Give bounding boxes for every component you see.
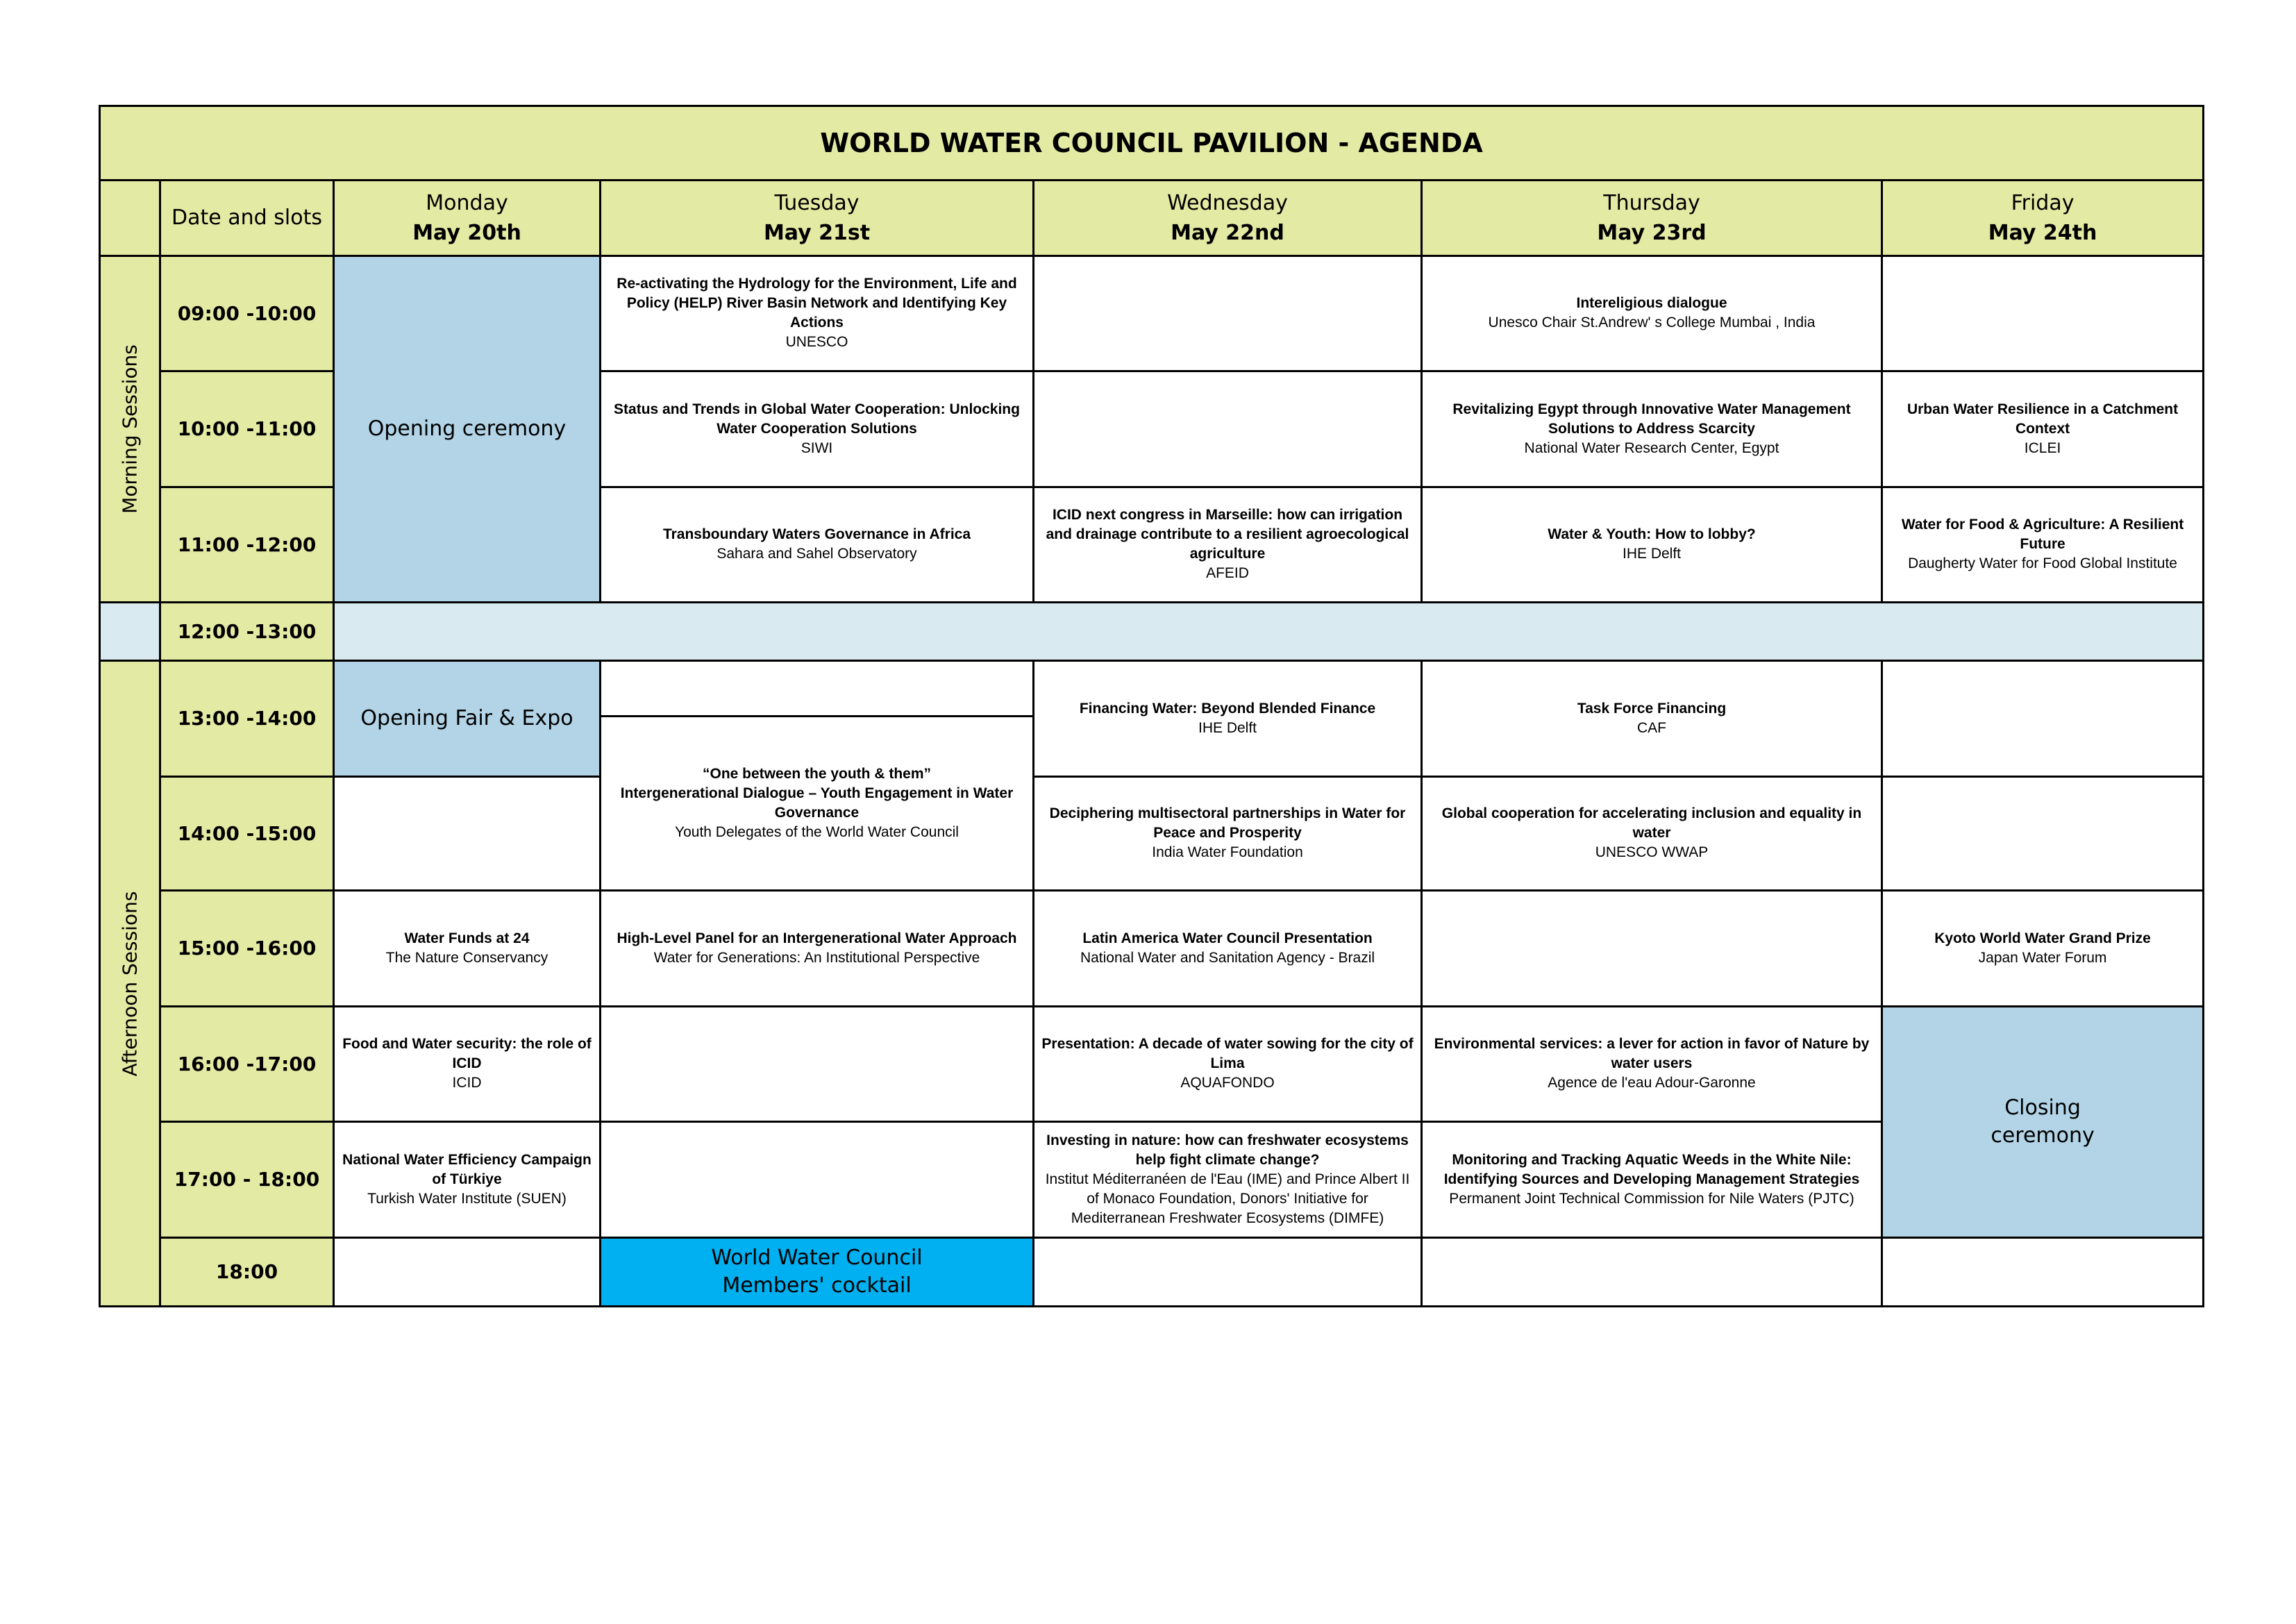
empty-cell [1882, 256, 2204, 371]
empty-cell [334, 1237, 601, 1306]
empty-cell [1882, 1237, 2204, 1306]
empty-cell [601, 1006, 1034, 1121]
session-thu-1600: Environmental services: a lever for action in favor of Nature by water users Agence de l'eau Adour-Garonne [1422, 1006, 1882, 1121]
empty-cell [601, 661, 1034, 717]
empty-cell [334, 776, 601, 890]
session-tue-0900: Re-activating the Hydrology for the Environment, Life and Policy (HELP) River Basin Network and Identifying Key Actions UNESCO [601, 256, 1034, 371]
agenda-table [99, 105, 2204, 1307]
session-wed-1600: Presentation: A decade of water sowing for the city of Lima AQUAFONDO [1034, 1006, 1422, 1121]
session-fri-1500: Kyoto World Water Grand Prize Japan Water Forum [1882, 891, 2204, 1006]
session-wed-1500: Latin America Water Council Presentation National Water and Sanitation Agency - Brazil [1034, 891, 1422, 1006]
session-tue-1100: Transboundary Waters Governance in Africa Sahara and Sahel Observatory [601, 487, 1034, 602]
session-thu-0900: Intereligious dialogue Unesco Chair St.Andrew' s College Mumbai , India [1422, 256, 1882, 371]
slot-0900: 09:00 -10:00 [160, 256, 334, 371]
session-fri-1100: Water for Food & Agriculture: A Resilient Future Daugherty Water for Food Global Institute [1882, 487, 2204, 602]
empty-cell [1034, 1237, 1422, 1306]
session-fri-1000: Urban Water Resilience in a Catchment Context ICLEI [1882, 371, 2204, 487]
day-header-wednesday: Wednesday May 22nd [1034, 181, 1422, 256]
mon-opening-fair-expo: Opening Fair & Expo [334, 661, 601, 776]
day-header-thursday: Thursday May 23rd [1422, 181, 1882, 256]
session-mon-1600: Food and Water security: the role of ICID ICID [334, 1006, 601, 1121]
slot-1300: 13:00 -14:00 [160, 661, 334, 776]
session-thu-1700: Monitoring and Tracking Aquatic Weeds in the White Nile: Identifying Sources and Developing Management Strategies Permanent Joint Technical Commission for Nile Waters (PJTC) [1422, 1122, 1882, 1237]
page-title: WORLD WATER COUNCIL PAVILION - AGENDA [100, 106, 2204, 181]
afternoon-sessions-label: Afternoon Sessions [100, 661, 160, 1307]
day-header-tuesday: Tuesday May 21st [601, 181, 1034, 256]
mon-opening-ceremony: Opening ceremony [334, 256, 601, 602]
day-header-friday: Friday May 24th [1882, 181, 2204, 256]
empty-cell [1882, 776, 2204, 890]
empty-cell [1034, 371, 1422, 487]
session-mon-1500: Water Funds at 24 The Nature Conservancy [334, 891, 601, 1006]
session-wed-1100: ICID next congress in Marseille: how can irrigation and drainage contribute to a resilient agroecological agriculture AFEID [1034, 487, 1422, 602]
slot-1100: 11:00 -12:00 [160, 487, 334, 602]
session-tue-1500: High-Level Panel for an Intergenerational Water Approach Water for Generations: An Institutional Perspective [601, 891, 1034, 1006]
slot-1600: 16:00 -17:00 [160, 1006, 334, 1121]
session-thu-1400: Global cooperation for accelerating inclusion and equality in water UNESCO WWAP [1422, 776, 1882, 890]
slot-1200: 12:00 -13:00 [160, 603, 334, 661]
lunch-break-band [334, 603, 2204, 661]
lunch-gap-cell [100, 603, 160, 661]
empty-cell [1422, 1237, 1882, 1306]
header-corner [100, 181, 160, 256]
slot-1700: 17:00 - 18:00 [160, 1122, 334, 1237]
session-mon-1700: National Water Efficiency Campaign of Türkiye Turkish Water Institute (SUEN) [334, 1122, 601, 1237]
slot-1400: 14:00 -15:00 [160, 776, 334, 890]
day-header-monday: Monday May 20th [334, 181, 601, 256]
session-wed-1400: Deciphering multisectoral partnerships in Water for Peace and Prosperity India Water Foundation [1034, 776, 1422, 890]
date-slots-header: Date and slots [160, 181, 334, 256]
session-thu-1300: Task Force Financing CAF [1422, 661, 1882, 776]
empty-cell [601, 1122, 1034, 1237]
slot-1500: 15:00 -16:00 [160, 891, 334, 1006]
session-tue-1000: Status and Trends in Global Water Cooperation: Unlocking Water Cooperation Solutions SIWI [601, 371, 1034, 487]
empty-cell [1882, 661, 2204, 776]
session-tue-youth-dialogue: “One between the youth & them” Intergenerational Dialogue – Youth Engagement in Water Governance Youth Delegates of the World Water Council [601, 717, 1034, 891]
slot-1000: 10:00 -11:00 [160, 371, 334, 487]
session-wed-1700: Investing in nature: how can freshwater ecosystems help fight climate change? Institut Méditerranéen de l'Eau (IME) and Prince Albert II of Monaco Foundation, Donors' Initiative for Mediterranean Freshwater Ecosystems (DIMFE) [1034, 1122, 1422, 1237]
slot-1800: 18:00 [160, 1237, 334, 1306]
session-wed-1300: Financing Water: Beyond Blended Finance IHE Delft [1034, 661, 1422, 776]
morning-sessions-label: Morning Sessions [100, 256, 160, 602]
empty-cell [1422, 891, 1882, 1006]
empty-cell [1034, 256, 1422, 371]
fri-closing-ceremony: Closing ceremony [1882, 1006, 2204, 1237]
session-thu-1000: Revitalizing Egypt through Innovative Water Management Solutions to Address Scarcity National Water Research Center, Egypt [1422, 371, 1882, 487]
tue-members-cocktail: World Water Council Members' cocktail [601, 1237, 1034, 1306]
session-thu-1100: Water & Youth: How to lobby? IHE Delft [1422, 487, 1882, 602]
